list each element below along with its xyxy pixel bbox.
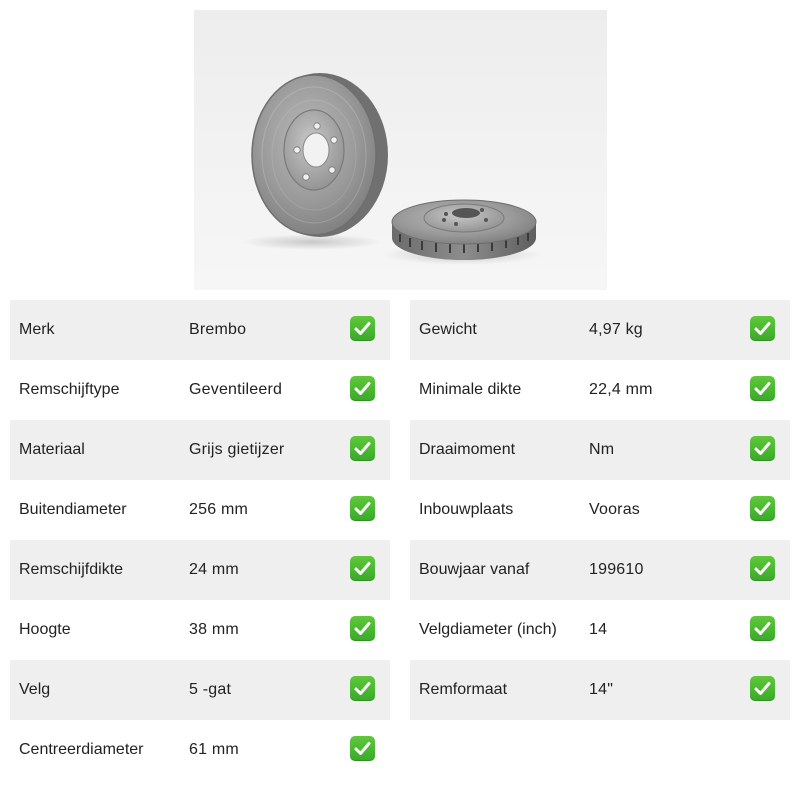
spec-row-minimale-dikte	[410, 360, 790, 420]
spec-value: 24 mm	[189, 561, 239, 578]
spec-value: 4,97 kg	[589, 321, 643, 338]
spec-label: Minimale dikte	[419, 381, 522, 398]
check-mark-icon	[750, 676, 775, 701]
spec-value: 38 mm	[189, 621, 239, 638]
spec-value: Vooras	[589, 501, 641, 518]
spec-label: Gewicht	[419, 321, 477, 338]
check-mark-icon	[350, 676, 375, 701]
check-mark-icon	[750, 436, 775, 461]
spec-value: Geventileerd	[189, 381, 283, 398]
spec-row-hoogte	[10, 600, 390, 660]
spec-label: Centreerdiameter	[19, 741, 144, 758]
spec-row-gewicht	[410, 300, 790, 360]
spec-label: Velgdiameter (inch)	[419, 621, 557, 638]
spec-value: Nm	[589, 441, 615, 458]
spec-label: Remschijftype	[19, 381, 120, 398]
spec-label: Materiaal	[19, 441, 85, 458]
spec-value: 256 mm	[189, 501, 248, 518]
spec-label: Remschijfdikte	[19, 561, 124, 578]
spec-value: Brembo	[189, 321, 247, 338]
spec-row-remformaat	[410, 660, 790, 720]
spec-label: Bouwjaar vanaf	[419, 561, 530, 578]
spec-value: 199610	[589, 561, 644, 578]
spec-row-merk	[10, 300, 390, 360]
product-photo	[194, 10, 607, 290]
check-mark-icon	[750, 496, 775, 521]
spec-row-draaimoment	[410, 420, 790, 480]
spec-row-remschijftype	[10, 360, 390, 420]
spec-row-bouwjaar-vanaf	[410, 540, 790, 600]
check-mark-icon	[350, 376, 375, 401]
spec-table-left	[10, 300, 390, 780]
check-mark-icon	[350, 316, 375, 341]
spec-row-remschijfdikte	[10, 540, 390, 600]
spec-value: 61 mm	[189, 741, 239, 758]
check-mark-icon	[350, 436, 375, 461]
check-mark-icon	[750, 616, 775, 641]
spec-row-inbouwplaats	[410, 480, 790, 540]
spec-row-centreerdiameter	[10, 720, 390, 780]
check-mark-icon	[750, 556, 775, 581]
spec-label: Inbouwplaats	[419, 501, 514, 518]
spec-value: 22,4 mm	[589, 381, 653, 398]
check-mark-icon	[350, 556, 375, 581]
check-mark-icon	[350, 736, 375, 761]
check-mark-icon	[750, 316, 775, 341]
spec-row-velg	[10, 660, 390, 720]
check-mark-icon	[350, 616, 375, 641]
spec-label: Buitendiameter	[19, 501, 127, 518]
spec-label: Hoogte	[19, 621, 71, 638]
spec-label: Draaimoment	[419, 441, 516, 458]
spec-value: 14	[589, 621, 608, 638]
spec-label: Merk	[19, 321, 55, 338]
spec-value: 5 -gat	[189, 681, 232, 698]
brake-disc-image	[194, 10, 607, 290]
spec-row-buitendiameter	[10, 480, 390, 540]
spec-label: Velg	[19, 681, 51, 698]
spec-row-velgdiameter	[410, 600, 790, 660]
spec-table-right	[410, 300, 790, 720]
spec-value: Grijs gietijzer	[189, 441, 285, 458]
spec-row-materiaal	[10, 420, 390, 480]
check-mark-icon	[750, 376, 775, 401]
spec-label: Remformaat	[419, 681, 508, 698]
spec-value: 14"	[589, 681, 614, 698]
check-mark-icon	[350, 496, 375, 521]
